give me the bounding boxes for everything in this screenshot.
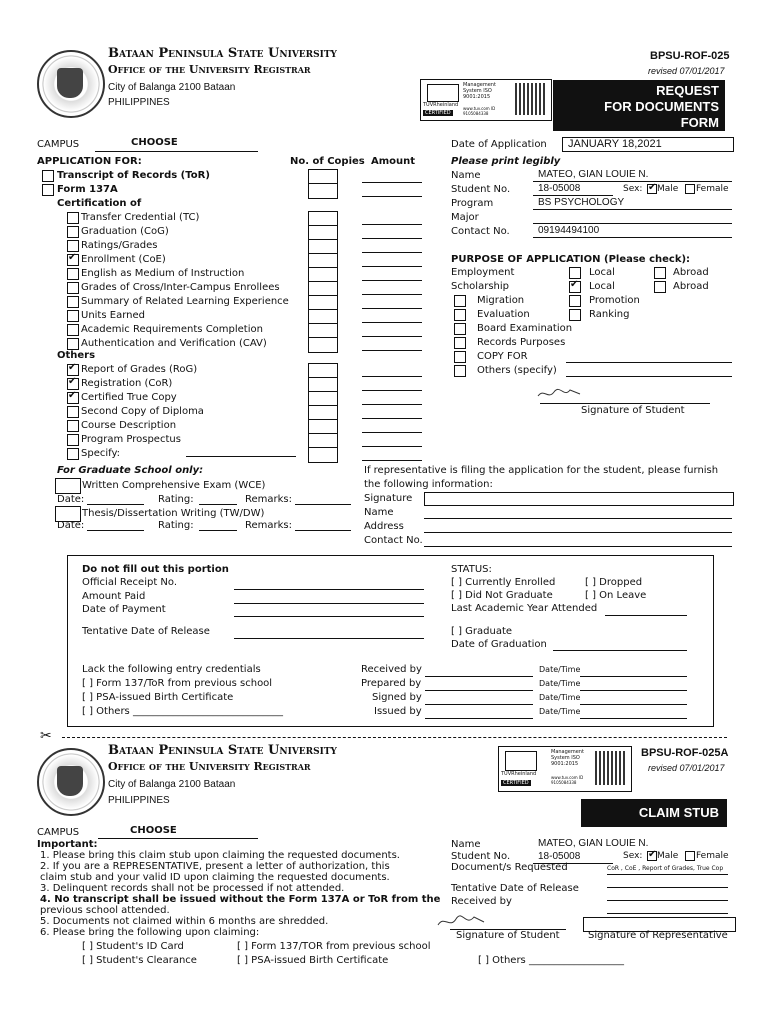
purpose-item-label: COPY FOR <box>477 351 528 362</box>
office-use-title: Do not fill out this portion <box>82 564 229 575</box>
name-label: Name <box>451 170 481 181</box>
country: PHILIPPINES <box>108 97 170 108</box>
important-item: 1. Please bring this claim stub upon claiming the requested documents. <box>40 850 400 861</box>
stub-form-code: BPSU-ROF-025A <box>641 747 729 759</box>
contact-value[interactable]: 09194494100 <box>538 225 600 236</box>
other-checkbox[interactable] <box>67 420 79 432</box>
wce-box[interactable] <box>55 478 81 494</box>
purpose-item-label: Migration <box>477 295 525 306</box>
important-label: Important: <box>37 839 98 850</box>
purpose-checkbox[interactable] <box>454 337 466 349</box>
female-checkbox[interactable] <box>685 184 695 194</box>
cert-item-label: Summary of Related Learning Experience <box>81 296 289 307</box>
datetime-label-1: Date/Time <box>539 665 581 674</box>
cert-amount-line[interactable] <box>362 266 422 267</box>
wce-rating-label: Rating: <box>158 494 194 505</box>
cert-amount-line[interactable] <box>362 280 422 281</box>
student-no-value[interactable]: 18-05008 <box>538 183 581 194</box>
datetime-label-3: Date/Time <box>539 693 581 702</box>
cert-item-label: Authentication and Verification (CAV) <box>81 338 267 349</box>
form137-label: Form 137A <box>57 184 118 195</box>
student-signature <box>536 386 582 402</box>
representative-note-2: the following information: <box>364 479 493 490</box>
tor-label: Transcript of Records (ToR) <box>57 170 210 181</box>
purpose-item-label: Evaluation <box>477 309 530 320</box>
bring-clearance[interactable]: [ ] Student's Clearance <box>82 955 197 966</box>
amount-paid-label: Amount Paid <box>82 591 146 602</box>
other-checkbox[interactable] <box>67 406 79 418</box>
purpose-item-label: Board Examination <box>477 323 573 334</box>
purpose-item-label: Records Purposes <box>477 337 566 348</box>
application-for-label: APPLICATION FOR: <box>37 156 142 167</box>
bring-others[interactable]: [ ] Others ___________________ <box>478 955 624 966</box>
cert-amount-line[interactable] <box>362 224 422 225</box>
rep-name-label: Name <box>364 507 394 518</box>
stub-name-value[interactable]: MATEO, GIAN LOUIE N. <box>538 838 649 849</box>
other-copies[interactable] <box>308 447 338 463</box>
male-checkbox[interactable] <box>647 184 657 194</box>
program-label: Program <box>451 198 494 209</box>
thesis-date-label: Date: <box>57 520 85 531</box>
cert-checkbox[interactable] <box>67 338 79 350</box>
other-checkbox[interactable] <box>67 378 79 390</box>
cert-checkbox[interactable] <box>67 240 79 252</box>
signature-of-student-label: Signature of Student <box>581 405 685 416</box>
cert-checkbox[interactable] <box>67 254 79 266</box>
status-label: STATUS: <box>451 564 492 575</box>
graduation-date-label: Date of Graduation <box>451 639 547 650</box>
purpose-item-label: Others (specify) <box>477 365 557 376</box>
rep-address-label: Address <box>364 521 404 532</box>
received-by-label: Received by <box>361 664 422 675</box>
date-of-application-field[interactable]: JANUARY 18,2021 <box>562 137 734 152</box>
other-amount-line[interactable] <box>362 404 422 405</box>
important-item: 2. If you are a REPRESENTATIVE, present a letter of authorization, this <box>40 861 390 872</box>
cert-item-label: English as Medium of Instruction <box>81 268 245 279</box>
lack-form137[interactable]: [ ] Form 137/ToR from previous school <box>82 678 273 689</box>
cert-item-label: Graduation (CoG) <box>81 226 169 237</box>
signed-by-label: Signed by <box>372 692 422 703</box>
lack-birth-cert[interactable]: [ ] PSA-issued Birth Certificate <box>82 692 234 703</box>
cert-amount-line[interactable] <box>362 238 422 239</box>
other-amount-line[interactable] <box>362 390 422 391</box>
purpose-checkbox[interactable] <box>454 309 466 321</box>
stub-received-label: Received by <box>451 896 512 907</box>
purpose-checkbox[interactable] <box>454 351 466 363</box>
ranking-checkbox[interactable] <box>569 309 581 321</box>
stub-country: PHILIPPINES <box>108 795 170 806</box>
docs-requested-value[interactable]: CoR , CoE , Report of Grades, True Cop <box>607 865 724 872</box>
stub-revised-date: revised 07/01/2017 <box>648 763 725 773</box>
stub-sig-student-label: Signature of Student <box>456 930 560 941</box>
status-on-leave[interactable]: [ ] On Leave <box>585 590 647 601</box>
status-not-graduate[interactable]: [ ] Did Not Graduate <box>451 590 553 601</box>
cert-checkbox[interactable] <box>67 282 79 294</box>
employment-local-checkbox[interactable] <box>569 267 581 279</box>
other-amount-line[interactable] <box>362 460 422 461</box>
purpose-checkbox[interactable] <box>454 365 466 377</box>
cert-amount-line[interactable] <box>362 308 422 309</box>
cert-copies[interactable] <box>308 337 338 353</box>
last-year-label: Last Academic Year Attended <box>451 603 598 614</box>
other-item-label: Certified True Copy <box>81 392 177 403</box>
campus-select[interactable]: CHOOSE <box>131 137 178 148</box>
cert-item-label: Grades of Cross/Inter-Campus Enrollees <box>81 282 280 293</box>
representative-note: If representative is filing the application for the student, please furnish <box>364 465 719 476</box>
lack-label: Lack the following entry credentials <box>82 664 261 675</box>
other-checkbox[interactable] <box>67 434 79 446</box>
city: City of Balanga 2100 Bataan <box>108 82 236 93</box>
status-dropped[interactable]: [ ] Dropped <box>585 577 643 588</box>
print-note: Please print legibly <box>451 156 561 167</box>
docs-requested-label: Document/s Requested <box>451 862 568 873</box>
payment-date-label: Date of Payment <box>82 604 166 615</box>
stub-name-label: Name <box>451 839 481 850</box>
other-item-label: Program Prospectus <box>81 434 181 445</box>
rep-signature-field[interactable] <box>424 492 734 506</box>
lack-others[interactable]: [ ] Others ______________________________ <box>82 706 283 717</box>
important-item: 4. No transcript shall be issued without the Form 137A or ToR from the <box>40 894 441 905</box>
graduate-label: For Graduate School only: <box>57 465 204 476</box>
stub-campus-select[interactable]: CHOOSE <box>130 825 177 836</box>
cert-checkbox[interactable] <box>67 310 79 322</box>
stub-sig-rep-label: Signature of Representative <box>588 930 728 941</box>
stub-student-no-value[interactable]: 18-05008 <box>538 851 581 862</box>
tor-checkbox[interactable] <box>42 170 54 182</box>
copies-header: No. of Copies <box>290 156 365 167</box>
male-label: Male <box>657 184 679 194</box>
stub-campus-label: CAMPUS <box>37 827 80 838</box>
other-item-label: Specify: <box>81 448 121 459</box>
rep-contact-label: Contact No. <box>364 535 423 546</box>
name-value[interactable]: MATEO, GIAN LOUIE N. <box>538 169 649 180</box>
ranking-label: Ranking <box>589 309 630 320</box>
bring-birth-cert[interactable]: [ ] PSA-issued Birth Certificate <box>237 955 389 966</box>
form137-checkbox[interactable] <box>42 184 54 196</box>
other-item-label: Second Copy of Diploma <box>81 406 204 417</box>
revised-date: revised 07/01/2017 <box>648 66 725 76</box>
other-amount-line[interactable] <box>362 432 422 433</box>
office-name: Office of the University Registrar <box>108 63 311 76</box>
other-item-label: Registration (CoR) <box>81 378 173 389</box>
scholarship-abroad-label: Abroad <box>673 281 709 292</box>
female-label: Female <box>696 184 729 194</box>
student-no-label: Student No. <box>451 184 511 195</box>
form-title: REQUEST FOR DOCUMENTS FORM <box>553 80 725 131</box>
wce-remarks-label: Remarks: <box>245 494 293 505</box>
university-name: Bataan Peninsula State University <box>108 46 337 61</box>
cert-item-label: Academic Requirements Completion <box>81 324 263 335</box>
purpose-label: PURPOSE OF APPLICATION (Please check): <box>451 254 691 265</box>
certification-of-label: Certification of <box>57 198 142 209</box>
employment-abroad-checkbox[interactable] <box>654 267 666 279</box>
purpose-checkbox[interactable] <box>454 323 466 335</box>
cert-amount-line[interactable] <box>362 350 422 351</box>
wce-date-label: Date: <box>57 494 85 505</box>
important-item: previous school attended. <box>40 905 170 916</box>
cert-amount-line[interactable] <box>362 336 422 337</box>
stub-release-label: Tentative Date of Release <box>451 883 579 894</box>
stub-male-label: Male <box>657 851 679 861</box>
scissors-icon: ✂ <box>40 728 52 744</box>
scholarship-local-checkbox[interactable] <box>569 281 581 293</box>
cert-checkbox[interactable] <box>67 226 79 238</box>
scholarship-abroad-checkbox[interactable] <box>654 281 666 293</box>
university-seal <box>37 50 105 118</box>
program-value[interactable]: BS PSYCHOLOGY <box>538 197 625 208</box>
bring-form137[interactable]: [ ] Form 137/TOR from previous school <box>237 941 431 952</box>
major-label: Major <box>451 212 479 223</box>
promotion-checkbox[interactable] <box>569 295 581 307</box>
other-checkbox[interactable] <box>67 448 79 460</box>
contact-label: Contact No. <box>451 226 510 237</box>
important-item: 5. Documents not claimed within 6 months are shredded. <box>40 916 329 927</box>
cut-line <box>62 737 727 738</box>
stub-sex-label: Sex: <box>623 851 643 861</box>
thesis-label: Thesis/Dissertation Writing (TW/DW) <box>82 508 265 519</box>
cert-checkbox[interactable] <box>67 296 79 308</box>
rep-signature-label: Signature <box>364 493 413 504</box>
release-date-label: Tentative Date of Release <box>82 626 210 637</box>
other-amount-line[interactable] <box>362 446 422 447</box>
cert-item-label: Units Earned <box>81 310 145 321</box>
datetime-label-4: Date/Time <box>539 707 581 716</box>
wce-label: Written Comprehensive Exam (WCE) <box>82 480 266 491</box>
sex-label: Sex: <box>623 184 643 194</box>
prepared-by-label: Prepared by <box>361 678 422 689</box>
cert-amount-line[interactable] <box>362 252 422 253</box>
status-graduate[interactable]: [ ] Graduate <box>451 626 513 637</box>
other-amount-line[interactable] <box>362 418 422 419</box>
cert-item-label: Ratings/Grades <box>81 240 158 251</box>
employment-abroad-label: Abroad <box>673 267 709 278</box>
employment-local-label: Local <box>589 267 615 278</box>
thesis-rating-label: Rating: <box>158 520 194 531</box>
certification-logo: TÜVRheinland CERTIFIED Management System ISO 9001:2015 www.tuv.com ID 9105084338 <box>420 79 552 121</box>
cert-checkbox[interactable] <box>67 212 79 224</box>
other-item-label: Course Description <box>81 420 177 431</box>
thesis-remarks-label: Remarks: <box>245 520 293 531</box>
cert-amount-line[interactable] <box>362 322 422 323</box>
receipt-label: Official Receipt No. <box>82 577 178 588</box>
stub-student-no-label: Student No. <box>451 851 511 862</box>
other-checkbox[interactable] <box>67 364 79 376</box>
form-code: BPSU-ROF-025 <box>650 50 730 62</box>
scholarship-local-label: Local <box>589 281 615 292</box>
amount-header: Amount <box>371 156 416 167</box>
others-label: Others <box>57 350 96 361</box>
datetime-label-2: Date/Time <box>539 679 581 688</box>
employment-label: Employment <box>451 267 515 278</box>
cert-item-label: Enrollment (CoE) <box>81 254 166 265</box>
scholarship-label: Scholarship <box>451 281 509 292</box>
bring-id-card[interactable]: [ ] Student's ID Card <box>82 941 184 952</box>
issued-by-label: Issued by <box>374 706 422 717</box>
purpose-checkbox[interactable] <box>454 295 466 307</box>
stub-male-checkbox[interactable] <box>647 851 657 861</box>
stub-female-checkbox[interactable] <box>685 851 695 861</box>
cert-checkbox[interactable] <box>67 324 79 336</box>
stub-city: City of Balanga 2100 Bataan <box>108 779 236 790</box>
stub-certification-logo: TÜVRheinland CERTIFIED Management System ISO 9001:2015 www.tuv.com ID 9105084338 <box>498 746 632 792</box>
cert-amount-line[interactable] <box>362 294 422 295</box>
other-checkbox[interactable] <box>67 392 79 404</box>
promotion-label: Promotion <box>589 295 640 306</box>
other-amount-line[interactable] <box>362 376 422 377</box>
important-item: 3. Delinquent records shall not be processed if not attended. <box>40 883 345 894</box>
campus-label: CAMPUS <box>37 139 80 150</box>
cert-checkbox[interactable] <box>67 268 79 280</box>
date-of-application-label: Date of Application <box>451 139 547 150</box>
important-item: 6. Please bring the following upon claiming: <box>40 927 260 938</box>
stub-female-label: Female <box>696 851 729 861</box>
claim-stub-title: CLAIM STUB <box>581 799 727 827</box>
status-enrolled[interactable]: [ ] Currently Enrolled <box>451 577 556 588</box>
stub-university-name: Bataan Peninsula State University <box>108 743 337 758</box>
important-item: claim stub and your valid ID upon claiming the requested documents. <box>40 872 390 883</box>
stub-office-name: Office of the University Registrar <box>108 760 311 773</box>
form137-copies[interactable] <box>308 183 338 199</box>
cert-item-label: Transfer Credential (TC) <box>81 212 200 223</box>
stub-university-seal <box>37 748 105 816</box>
other-item-label: Report of Grades (RoG) <box>81 364 198 375</box>
